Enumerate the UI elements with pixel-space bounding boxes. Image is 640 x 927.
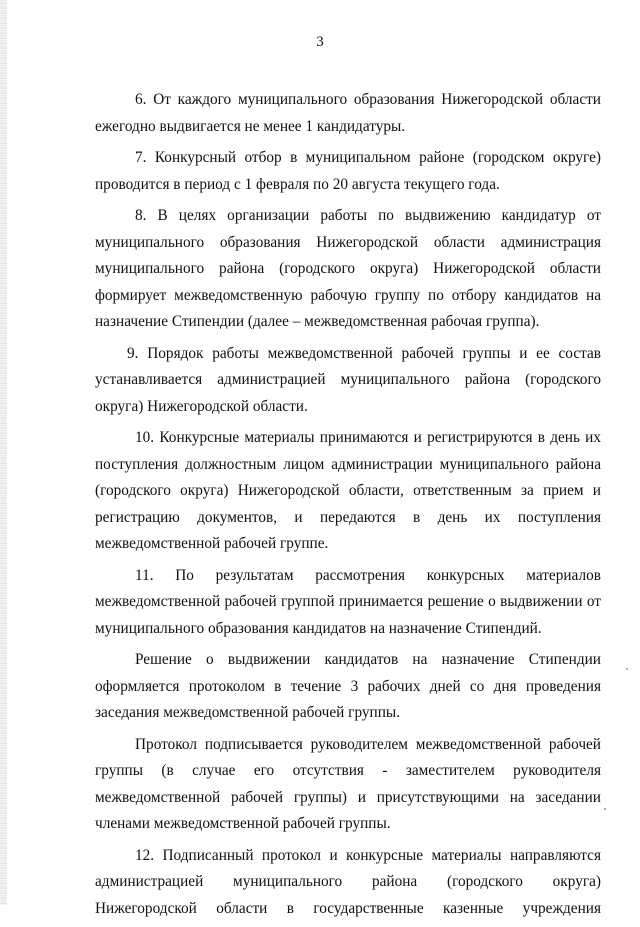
paragraph-7: 7. Конкурсный отбор в муниципальном районе (городском округе) проводится в период с 1 февраля по 20 августа текущего года.	[95, 149, 601, 193]
paragraph-11-protocol: Протокол подписывается руководителем межведомственной рабочей группы (в случае его отсутствия - заместителем руководителя межведомственной рабочей группы) и присутствующими на заседании членами межведомственной рабочей группы.	[95, 735, 601, 832]
paragraph-11-decision: Решение о выдвижении кандидатов на назначение Стипендии оформляется протоколом в течение 3 рабочих дней со дня проведения заседания межведомственной рабочей группы.	[95, 651, 601, 721]
paragraph-11: 11. По результатам рассмотрения конкурсных материалов межведомственной рабочей группой принимается решение о выдвижении от муниципального образования кандидатов на назначение Стипендий.	[95, 566, 601, 637]
paragraph-12: 12. Подписанный протокол и конкурсные материалы направляются администрацией муниципального района (городского округа) Нижегородской области в государственные казенные учреждения	[95, 846, 601, 917]
paragraph-8: 8. В целях организации работы по выдвижению кандидатур от муниципального образования Нижегородской области администрация муниципального района (городского округа) Нижегородской области формирует межведомственную рабочую группу по отбору кандидатов на назначение Стипендии (далее – межведомственная рабочая группа).	[95, 207, 601, 330]
paragraph-6: 6. От каждого муниципального образования Нижегородской области ежегодно выдвигается не менее 1 кандидатуры.	[95, 91, 601, 135]
scan-speck	[604, 808, 606, 810]
paragraph-9: 9. Порядок работы межведомственной рабочей группы и ее состав устанавливается администрацией муниципального района (городского округа) Нижегородской области.	[95, 344, 601, 415]
page-number: 3	[316, 34, 324, 50]
scan-edge	[0, 0, 7, 905]
document-body	[95, 87, 601, 927]
scan-speck	[626, 668, 628, 670]
paragraph-10: 10. Конкурсные материалы принимаются и регистрируются в день их поступления должностным лицом администрации муниципального района (городского округа) Нижегородской области, ответственным за прием и регистрацию документов, и передаются в день их поступления межведомственной рабочей группе.	[95, 429, 601, 552]
